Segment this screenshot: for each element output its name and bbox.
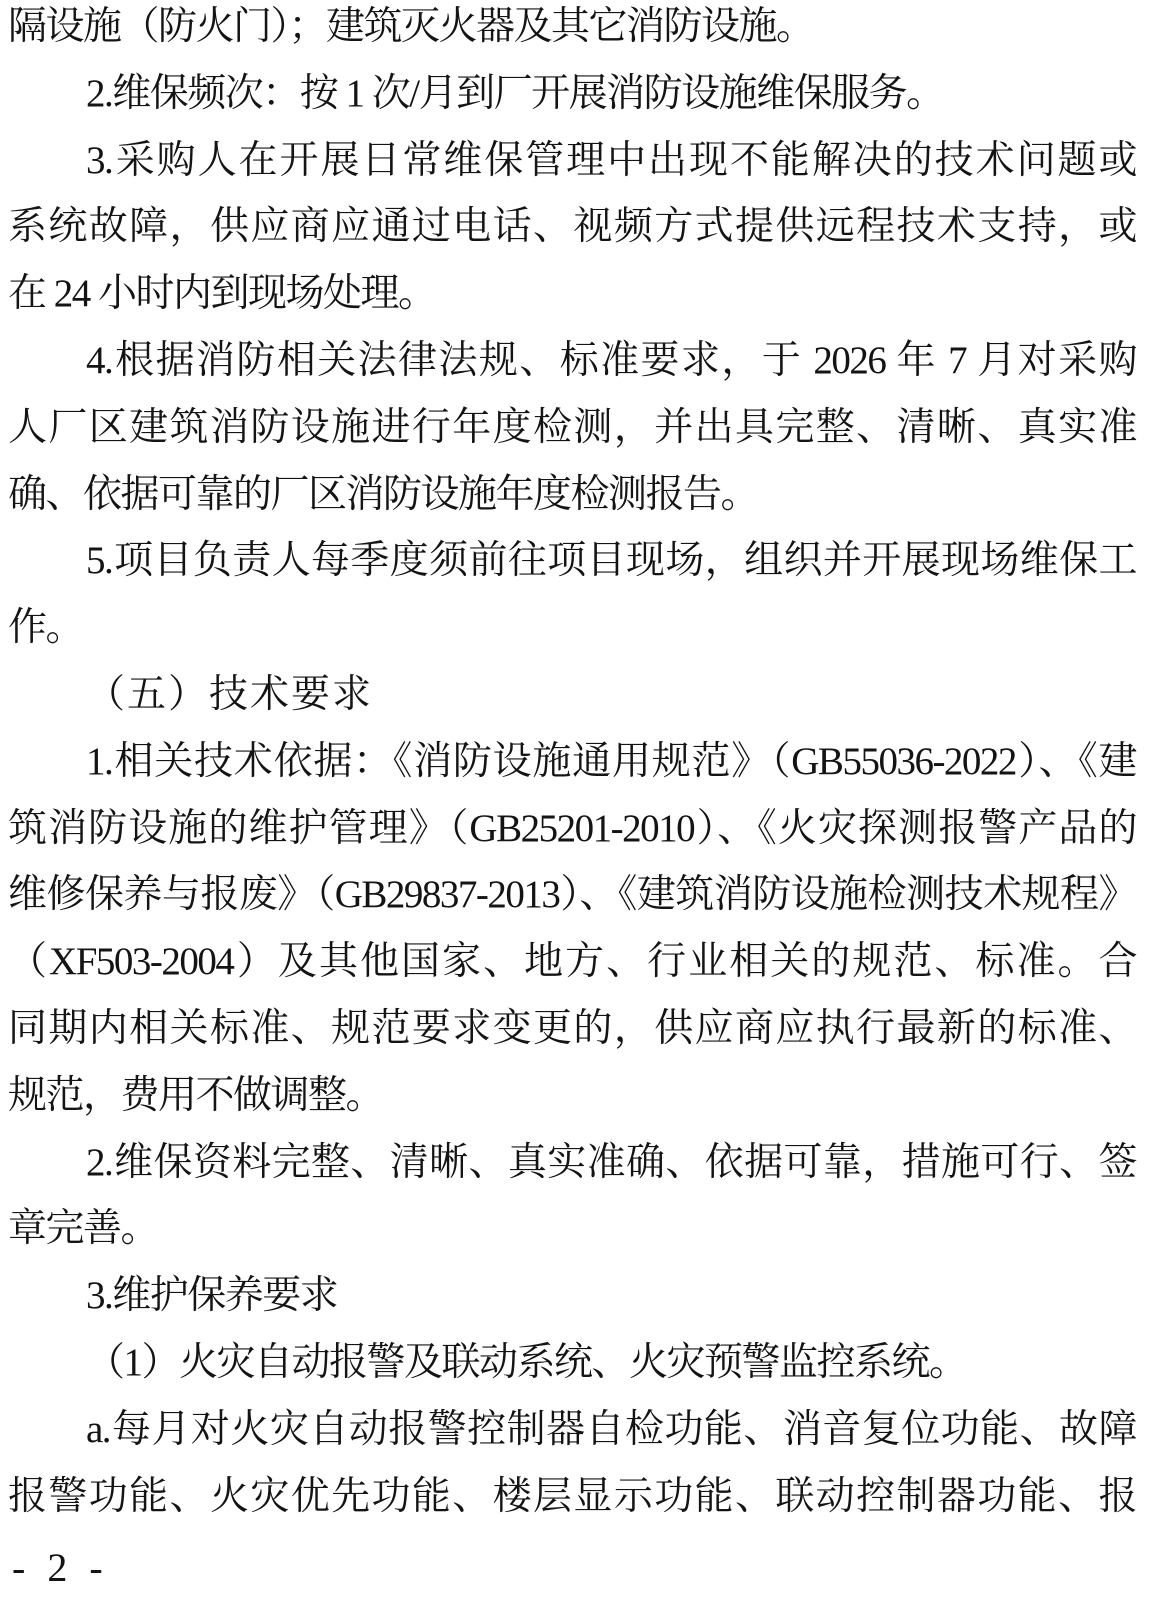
paragraph-tech-3-1-a-monthly-checks [8,1397,1136,1531]
text-line: a.每月对火灾自动报警控制器自检功能、消音复位功能、故障 [86,1407,1136,1451]
text-line: 2.维保资料完整、清晰、真实准确、依据可靠，措施可行、签 [86,1140,1136,1184]
paragraph-tech-1-standards-basis [8,729,1136,1130]
section-heading-5-technical-requirements [8,662,1136,729]
text-line: 4.根据消防相关法律法规、标准要求，于 2026 年 7 月对采购 [86,338,1136,382]
text-line: 同期内相关标准、规范要求变更的，供应商应执行最新的标准、 [8,1006,1136,1050]
paragraph-item-3-remote-support [8,128,1136,328]
text-line: （1）火灾自动报警及联动系统、火灾预警监控系统。 [86,1340,967,1384]
text-line: 维修保养与报废》（GB29837-2013）、《建筑消防设施检测技术规程》 [8,873,1136,917]
text-line: 隔设施（防火门）；建筑灭火器及其它消防设施。 [8,5,814,48]
paragraph-item-5-project-leader [8,528,1136,662]
paragraph-tech-3-maintenance-requirements [8,1263,1136,1330]
text-line: 1.相关技术依据：《消防设施通用规范》（GB55036-2022）、《建 [86,739,1136,783]
text-line: 5.项目负责人每季度须前往项目现场，组织并开展现场维保工 [86,539,1136,583]
text-line: （五）技术要求 [86,672,374,716]
paragraph-continued-fire-facilities [8,0,1136,61]
text-line: 在 24 小时内到现场处理。 [8,272,436,316]
text-line: 报警功能、火灾优先功能、楼层显示功能、联动控制器功能、报 [8,1474,1136,1518]
paragraph-tech-2-documentation [8,1130,1136,1264]
text-line: 筑消防设施的维护管理》（GB25201-2010）、《火灾探测报警产品的 [8,806,1136,850]
text-line: 确、依据可靠的厂区消防设施年度检测报告。 [8,472,759,516]
page-number: - 2 - [12,1545,105,1590]
document-body [8,0,1136,1530]
text-line: （XF503-2004）及其他国家、地方、行业相关的规范、标准。合 [8,940,1136,984]
text-line: 章完善。 [8,1207,159,1251]
text-line: 系统故障，供应商应通过电话、视频方式提供远程技术支持，或 [8,205,1136,249]
text-line: 3.采购人在开展日常维保管理中出现不能解决的技术问题或 [86,138,1136,182]
text-line: 规范，费用不做调整。 [8,1073,384,1117]
paragraph-item-2-maintenance-frequency [8,61,1136,128]
paragraph-tech-3-1-fire-alarm-systems [8,1330,1136,1397]
paragraph-item-4-annual-inspection [8,328,1136,528]
text-line: 作。 [8,606,84,650]
text-line: 2.维保频次：按 1 次/月到厂开展消防设施维保服务。 [86,71,944,115]
text-line: 3.维护保养要求 [86,1274,338,1318]
text-line: 人厂区建筑消防设施进行年度检测，并出具完整、清晰、真实准 [8,405,1136,449]
